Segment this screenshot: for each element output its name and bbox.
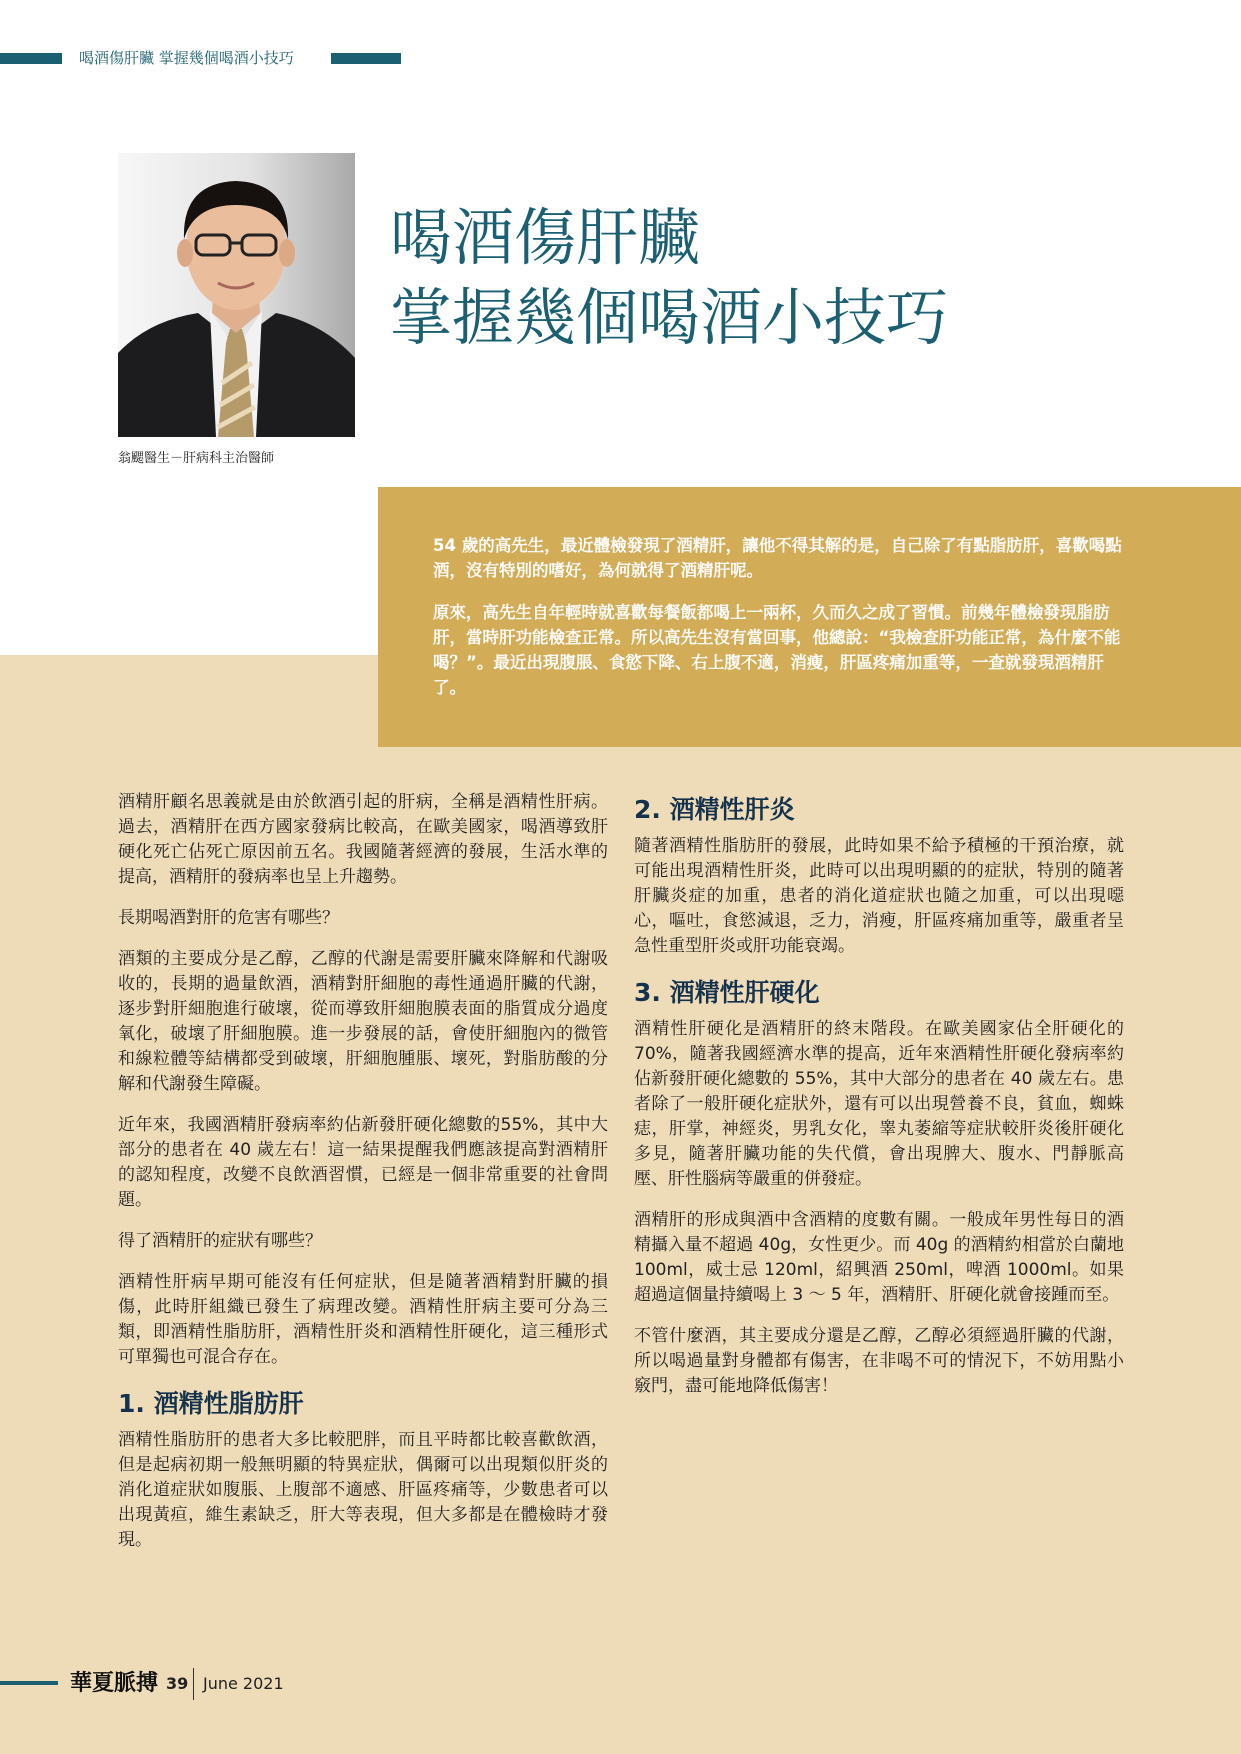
- question-paragraph: 長期喝酒對肝的危害有哪些？: [118, 908, 339, 928]
- body-paragraph: 酒精性肝病早期可能沒有任何症狀，但是隨著酒精對肝臟的損傷，此時肝組織已發生了病理改變。酒精性肝病主要可分為三類，即酒精性脂肪肝，酒精性肝炎和酒精性肝硬化，這三種形式可單獨也可混合存在。: [118, 1272, 608, 1367]
- intro-paragraph: 原來，高先生自年輕時就喜歡每餐飯都喝上一兩杯，久而久之成了習慣。前幾年體檢發現脂肪肝，當時肝功能檢查正常。所以高先生沒有當回事，他總說：“我檢查肝功能正常，為什麼不能喝？”。最近出現腹脹、食慾下降、右上腹不適，消瘦，肝區疼痛加重等，一查就發現酒精肝了。: [433, 603, 1121, 697]
- body-paragraph: 近年來，我國酒精肝發病率約佔新發肝硬化總數的55%，其中大部分的患者在 40 歲左右！這一結果提醒我們應該提高對酒精肝的認知程度，改變不良飲酒習慣，已經是一個非常重要的社會問題。: [118, 1115, 608, 1210]
- magazine-logo: 華夏脈搏: [70, 1670, 159, 1696]
- body-paragraph: 隨著酒精性脂肪肝的發展，此時如果不給予積極的干預治療，就可能出現酒精性肝炎，此時可以出現明顯的的症狀，特別的隨著肝臟炎症的加重，患者的消化道症狀也隨之加重，可以出現噁心，嘔吐，食慾減退，乏力，消瘦，肝區疼痛加重等，嚴重者呈急性重型肝炎或肝功能衰竭。: [634, 836, 1124, 956]
- question-paragraph: 得了酒精肝的症狀有哪些？: [118, 1231, 322, 1251]
- body-paragraph: 不管什麼酒，其主要成分還是乙醇，乙醇必須經過肝臟的代謝，所以喝過量對身體都有傷害，在非喝不可的情況下，不妨用點小竅門，盡可能地降低傷害！: [634, 1326, 1124, 1396]
- body-paragraph: 酒類的主要成分是乙醇，乙醇的代謝是需要肝臟來降解和代謝吸收的，長期的過量飲酒，酒精對肝細胞的毒性通過肝臟的代謝，逐步對肝細胞進行破壞，從而導致肝細胞膜表面的脂質成分過度氧化，破壞了肝細胞膜。進一步發展的話，會使肝細胞內的微管和線粒體等結構都受到破壞，肝細胞腫脹、壞死，對脂肪酸的分解和代謝發生障礙。: [118, 949, 608, 1094]
- issue-date: June 2021: [203, 1674, 284, 1693]
- footer-divider: [193, 1668, 194, 1700]
- section-heading: 2. 酒精性肝炎: [634, 795, 795, 824]
- section-heading: 3. 酒精性肝硬化: [634, 978, 820, 1007]
- running-header-right-bar: [331, 53, 401, 64]
- running-header: 喝酒傷肝臟 掌握幾個喝酒小技巧: [79, 49, 294, 67]
- section-heading: 1. 酒精性脂肪肝: [118, 1389, 304, 1418]
- body-paragraph: 酒精肝的形成與酒中含酒精的度數有關。一般成年男性每日的酒精攝入量不超過 40g，女性更少。而 40g 的酒精約相當於白蘭地 100ml，威士忌 120ml，紹興酒 250ml，啤酒 1000ml。如果超過這個量持續喝上 3 ～ 5 年，酒精肝、肝硬化就會接踵而至。: [634, 1210, 1124, 1305]
- article-title: [390, 198, 1210, 358]
- doctor-photo: [118, 153, 355, 437]
- page-number: 39: [166, 1674, 189, 1693]
- left-column: [118, 790, 608, 1569]
- body-paragraph: 酒精性脂肪肝的患者大多比較肥胖，而且平時都比較喜歡飲酒，但是起病初期一般無明顯的特異症狀，偶爾可以出現類似肝炎的消化道症狀如腹脹、上腹部不適感、肝區疼痛等，少數患者可以出現黃疸，維生素缺乏，肝大等表現，但大多都是在體檢時才發現。: [118, 1430, 608, 1550]
- running-header-left-bar: [0, 53, 62, 64]
- article-title-line2: 掌握幾個喝酒小技巧: [390, 281, 949, 354]
- footer-bar: [0, 1681, 58, 1685]
- photo-caption: 翁颸醫生－肝病科主治醫師: [118, 451, 275, 466]
- intro-box: [378, 487, 1241, 747]
- body-paragraph: 酒精性肝硬化是酒精肝的終末階段。在歐美國家佔全肝硬化的 70%，隨著我國經濟水準的提高，近年來酒精性肝硬化發病率約佔新發肝硬化總數的 55%，其中大部分的患者在 40 歲左右。患者除了一般肝硬化症狀外，還有可以出現營養不良，貧血，蜘蛛痣，肝掌，神經炎，男乳女化，睾丸萎縮等症狀較肝炎後肝硬化多見，隨著肝臟功能的失代償，會出現脾大、腹水、門靜脈高壓、肝性腦病等嚴重的併發症。: [634, 1019, 1124, 1189]
- intro-paragraph: 54 歲的高先生，最近體檢發現了酒精肝，讓他不得其解的是，自己除了有點脂肪肝，喜歡喝點酒，沒有特別的嗜好，為何就得了酒精肝呢。: [433, 536, 1122, 580]
- right-column: [634, 790, 1124, 1415]
- body-paragraph: 酒精肝顧名思義就是由於飲酒引起的肝病，全稱是酒精性肝病。過去，酒精肝在西方國家發病比較高，在歐美國家，喝酒導致肝硬化死亡佔死亡原因前五名。我國隨著經濟的發展，生活水準的提高，酒精肝的發病率也呈上升趨勢。: [118, 792, 608, 887]
- article-title-line1: 喝酒傷肝臟: [390, 201, 701, 274]
